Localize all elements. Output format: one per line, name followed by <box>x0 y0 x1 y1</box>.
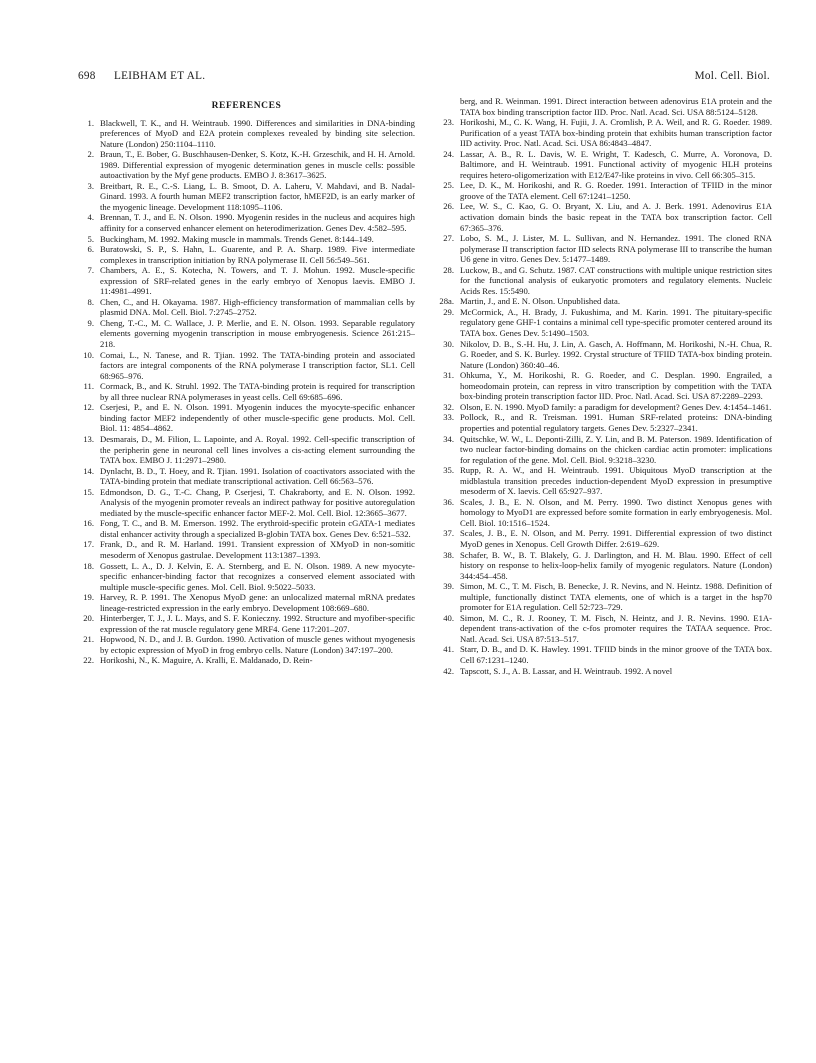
reference-entry <box>78 561 415 593</box>
reference-text: Brennan, T. J., and E. N. Olson. 1990. Myogenin resides in the nucleus and acquires high affinity for a conserved enhancer element on heterodimerization. Genes Dev. 4:582–595. <box>100 212 415 234</box>
reference-number: 40. <box>443 612 454 623</box>
reference-text: Fong, T. C., and B. M. Emerson. 1992. The erythroid-specific protein cGATA-1 mediates distal enhancer activity through a specialized B-globin TATA box. Genes Dev. 6:521–532. <box>100 518 415 539</box>
reference-text: Scales, J. B., E. N. Olson, and M. Perry. 1991. Differential expression of two distinct MyoD genes in Xenopus. Cell Growth Differ. 2:619–629. <box>460 528 772 549</box>
reference-text: Desmarais, D., M. Filion, L. Lapointe, and A. Royal. 1992. Cell-specific transcription of the peripherin gene in neuronal cell lines involves a cis-acting element surrounding the TATA box. EMBO J. 11:2971–2980. <box>100 433 415 466</box>
reference-text: Buckingham, M. 1992. Making muscle in mammals. Trends Genet. 8:144–149. <box>100 233 374 244</box>
reference-number: 12. <box>83 402 94 413</box>
reference-entry <box>78 539 415 560</box>
reference-entry <box>78 381 415 402</box>
reference-list-left <box>78 118 415 666</box>
reference-text: Lobo, S. M., J. Lister, M. L. Sullivan, and N. Hernandez. 1991. The cloned RNA polymerase II transcription factor IID selects RNA polymerase III to transcribe the human U6 gene in vitro. Genes Dev. 5:1477–1489. <box>460 233 772 265</box>
reference-text: Chen, C., and H. Okayama. 1987. High-efficiency transformation of mammalian cells by plasmid DNA. Mol. Cell. Biol. 7:2745–2752. <box>100 296 415 318</box>
reference-number: 31. <box>443 370 454 381</box>
reference-number: 28a. <box>439 296 454 307</box>
reference-text: Rupp, R. A. W., and H. Weintraub. 1991. Ubiquitous MyoD transcription at the midblastula transition precedes induction-dependent MyoD expression in presumptive mesoderm of X. laevis. Cell 65:927–937. <box>460 465 772 497</box>
reference-text: Lee, W. S., C. Kao, G. O. Bryant, X. Liu, and A. J. Berk. 1991. Adenovirus E1A activation domain binds the basic repeat in the TATA box transcription factor. Cell 67:365–376. <box>460 201 772 233</box>
reference-entry <box>78 613 415 634</box>
reference-entry <box>438 412 772 433</box>
reference-number: 28. <box>443 264 454 275</box>
reference-number: 8. <box>87 296 94 307</box>
reference-number: 30. <box>443 338 454 349</box>
reference-text: Ohkuma, Y., M. Horikoshi, R. G. Roeder, and C. Desplan. 1990. Engrailed, a homeodomain protein, can repress in vitro transcription by competition with the TATA box-binding protein transcription factor IID. Proc. Natl. Acad. Sci. USA 87:2289–2293. <box>460 370 772 402</box>
reference-entry <box>78 149 415 181</box>
reference-text: Olson, E. N. 1990. MyoD family: a paradigm for development? Genes Dev. 4:1454–1461. <box>460 401 772 412</box>
reference-number: 17. <box>83 539 94 550</box>
reference-entry <box>438 666 772 677</box>
reference-number: 13. <box>83 433 94 444</box>
reference-text: Starr, D. B., and D. K. Hawley. 1991. TFIID binds in the minor groove of the TATA box. Cell 67:1231–1240. <box>460 644 772 665</box>
reference-text: Simon, M. C., T. M. Fisch, B. Benecke, J. R. Nevins, and N. Heintz. 1988. Definition of multiple, functionally distinct TATA elements, one of which is a target in the hsp70 promoter for E1A regulation. Cell 52:723–729. <box>460 581 772 613</box>
reference-entry <box>78 318 415 350</box>
reference-number: 20. <box>83 613 94 624</box>
reference-number: 11. <box>83 381 94 392</box>
reference-entry <box>438 307 772 339</box>
reference-list-right <box>438 117 772 676</box>
reference-text: Simon, M. C., R. J. Rooney, T. M. Fisch, N. Heintz, and J. R. Nevins. 1990. E1A-dependent trans-activation of the c-fos promoter requires the TATAA sequence. Proc. Natl. Acad. Sci. USA 87:513–517. <box>460 612 772 644</box>
reference-number: 33. <box>443 412 454 423</box>
reference-entry <box>78 212 415 233</box>
reference-text: Tapscott, S. J., A. B. Lassar, and H. Weintraub. 1992. A novel <box>460 665 673 676</box>
reference-number: 23. <box>443 117 454 128</box>
reference-text: Hopwood, N. D., and J. B. Gurdon. 1990. Activation of muscle genes without myogenesis by ectopic expression of MyoD in frog embryo cells. Nature (London) 347:197–200. <box>100 634 415 655</box>
reference-entry <box>78 118 415 150</box>
reference-text: Horikoshi, M., C. K. Wang, H. Fujii, J. A. Cromlish, P. A. Weil, and R. G. Roeder. 1989. Purification of a yeast TATA box-binding protein that exhibits human transcription factor IID activity. Proc. Natl. Acad. Sci. USA 86:4843–4847. <box>460 117 772 149</box>
reference-number: 21. <box>83 634 94 645</box>
reference-number: 35. <box>443 465 454 476</box>
journal-name: Mol. Cell. Biol. <box>694 70 770 82</box>
reference-number: 32. <box>443 401 454 412</box>
reference-text: Lee, D. K., M. Horikoshi, and R. G. Roeder. 1991. Interaction of TFIID in the minor groove of the TATA element. Cell 67:1241–1250. <box>460 180 772 201</box>
reference-entry <box>78 634 415 655</box>
reference-text: Martin, J., and E. N. Olson. Unpublished data. <box>460 296 621 307</box>
reference-entry <box>78 655 415 666</box>
reference-entry <box>78 244 415 265</box>
reference-text: Edmondson, D. G., T.-C. Chang, P. Cserjesi, T. Chakraborty, and E. N. Olson. 1992. Analysis of the myogenin promoter reveals an indirect pathway for positive autoregulation mediated by the muscle-specific enhancer factor MEF-2. Mol. Cell. Biol. 12:3665–3677. <box>100 486 415 518</box>
reference-text: Pollock, R., and R. Treisman. 1991. Human SRF-related proteins: DNA-binding properties and potential regulatory targets. Genes Dev. 5:2327–2341. <box>460 412 772 433</box>
reference-number: 27. <box>443 233 454 244</box>
reference-number: 7. <box>87 265 94 276</box>
reference-entry <box>78 434 415 466</box>
running-header <box>78 70 770 86</box>
reference-number: 5. <box>87 233 94 244</box>
reference-number: 3. <box>87 180 94 191</box>
reference-number: 18. <box>83 560 94 571</box>
reference-number: 39. <box>443 581 454 592</box>
reference-entry <box>438 402 772 413</box>
reference-entry <box>438 370 772 402</box>
reference-entry <box>78 297 415 318</box>
references-heading: REFERENCES <box>211 101 282 111</box>
reference-number: 26. <box>443 201 454 212</box>
reference-entry <box>438 201 772 233</box>
reference-number: 16. <box>83 518 94 529</box>
reference-entry <box>78 487 415 519</box>
reference-entry <box>78 181 415 213</box>
reference-text: Horikoshi, N., K. Maguire, A. Kralli, E. Maldanado, D. Rein- <box>100 655 313 666</box>
reference-number: 1. <box>87 117 94 128</box>
reference-text: Scales, J. B., E. N. Olson, and M. Perry. 1990. Two distinct Xenopus genes with homology to MyoD1 are expressed before somite formation in early embryogenesis. Mol. Cell. Biol. 10:1516–1524. <box>460 496 772 528</box>
reference-entry <box>438 497 772 529</box>
reference-text: Blackwell, T. K., and H. Weintraub. 1990. Differences and similarities in DNA-binding preferences of MyoD and E2A protein complexes revealed by binding site selection. Nature (London) 250:1104–1110. <box>100 117 415 149</box>
reference-text: Quitschke, W. W., L. Deponti-Zilli, Z. Y. Lin, and B. M. Paterson. 1989. Identification of two nuclear factor-binding domains on the chicken cardiac actin promoter: implications for regulation of the gene. Mol. Cell. Biol. 9:3218–3230. <box>460 433 772 465</box>
reference-text: Nikolov, D. B., S.-H. Hu, J. Lin, A. Gasch, A. Hoffmann, M. Horikoshi, N.-H. Chua, R. G. Roeder, and S. K. Burley. 1992. Crystal structure of TFIID TATA-box binding protein. Nature (London) 360:40–46. <box>460 338 772 370</box>
reference-entry <box>438 644 772 665</box>
reference-entry <box>78 592 415 613</box>
reference-number: 19. <box>83 592 94 603</box>
reference-text: Comai, L., N. Tanese, and R. Tjian. 1992. The TATA-binding protein and associated factors are integral components of the RNA polymerase I transcription factor, SL1. Cell 68:965–976. <box>100 349 415 381</box>
reference-text: Hinterberger, T. J., J. L. Mays, and S. F. Konieczny. 1992. Structure and myofiber-specific expression of the rat muscle regulatory gene MRF4. Gene 117:201–207. <box>100 613 415 634</box>
reference-text: Dynlacht, B. D., T. Hoey, and R. Tjian. 1991. Isolation of coactivators associated with the TATA-binding protein that mediate transcriptional activation. Cell 66:563–576. <box>100 465 415 487</box>
reference-entry <box>438 339 772 371</box>
right-column <box>438 96 772 676</box>
reference-number: 9. <box>87 317 94 328</box>
reference-text: Cserjesi, P., and E. N. Olson. 1991. Myogenin induces the myocyte-specific enhancer binding factor MEF2 independently of other muscle-specific gene products. Mol. Cell. Biol. 11: 4854–4862. <box>100 402 415 434</box>
reference-text: Schafer, B. W., B. T. Blakely, G. J. Darlington, and H. M. Blau. 1990. Effect of cell history on response to helix-loop-helix family of myogenic regulators. Nature (London) 344:454–458. <box>460 549 772 581</box>
reference-text: Breitbart, R. E., C.-S. Liang, L. B. Smoot, D. A. Laheru, V. Mahdavi, and B. Nadal-Ginard. 1993. A fourth human MEF2 transcription factor, hMEF2D, is an early marker of the myogenic lineage. Development 118:1095–1106. <box>100 180 415 212</box>
reference-entry <box>438 581 772 613</box>
reference-number: 36. <box>443 496 454 507</box>
reference-text: Chambers, A. E., S. Kotecha, N. Towers, and T. J. Mohun. 1992. Muscle-specific expression of SRF-related genes in the early embryo of Xenopus laevis. EMBO J. 11:4981–4991. <box>100 265 415 297</box>
reference-entry <box>438 180 772 201</box>
reference-entry <box>438 434 772 466</box>
reference-entry <box>438 117 772 149</box>
reference-entry <box>438 550 772 582</box>
reference-entry <box>78 466 415 487</box>
reference-entry <box>78 350 415 382</box>
reference-number: 4. <box>87 212 94 223</box>
left-column <box>78 96 415 666</box>
reference-number: 38. <box>443 549 454 560</box>
reference-entry <box>78 402 415 434</box>
reference-text: berg, and R. Weinman. 1991. Direct interaction between adenovirus E1A protein and the TATA box binding transcription factor IID. Proc. Natl. Acad. Sci. USA 88:5124–5128. <box>460 96 772 117</box>
reference-text: Harvey, R. P. 1991. The Xenopus MyoD gene: an unlocalized maternal mRNA predates lineage-restricted expression in the early embryo. Development 108:669–680. <box>100 592 415 613</box>
reference-number: 42. <box>443 665 454 676</box>
reference-number: 29. <box>443 306 454 317</box>
reference-text: McCormick, A., H. Brady, J. Fukushima, and M. Karin. 1991. The pituitary-specific regulatory gene GHF-1 contains a minimal cell type-specific promoter centered around its TATA box. Genes Dev. 5:1490–1503. <box>460 306 772 339</box>
reference-number: 34. <box>443 433 454 444</box>
reference-number: 22. <box>83 655 94 666</box>
reference-number: 6. <box>87 244 94 255</box>
reference-continuation <box>438 96 772 117</box>
reference-text: Cormack, B., and K. Struhl. 1992. The TATA-binding protein is required for transcription by all three nuclear RNA polymerases in yeast cells. Cell 69:685–696. <box>100 381 415 402</box>
reference-entry <box>438 265 772 297</box>
reference-entry <box>438 613 772 645</box>
reference-entry <box>438 149 772 181</box>
reference-number: 37. <box>443 528 454 539</box>
reference-number: 25. <box>443 180 454 191</box>
reference-entry <box>78 265 415 297</box>
reference-text: Gossett, L. A., D. J. Kelvin, E. A. Sternberg, and E. N. Olson. 1989. A new myocyte-specific enhancer-binding factor that recognizes a conserved element associated with multiple muscle-specific genes. Mol. Cell. Biol. 9:5022–5033. <box>100 560 415 592</box>
reference-number: 2. <box>87 149 94 160</box>
reference-text: Frank, D., and R. M. Harland. 1991. Transient expression of XMyoD in non-somitic mesoderm of Xenopus gastrulae. Development 113:1387–1393. <box>100 539 415 560</box>
reference-text: Buratowski, S. P., S. Hahn, L. Guarente, and P. A. Sharp. 1989. Five intermediate complexes in transcription initiation by RNA polymerase II. Cell 56:549–561. <box>100 244 415 265</box>
reference-text: Luckow, B., and G. Schutz. 1987. CAT constructions with multiple unique restriction sites for the functional analysis of eukaryotic promoters and regulatory elements. Nucleic Acids Res. 15:5490. <box>460 264 772 296</box>
reference-entry <box>438 233 772 265</box>
reference-number: 15. <box>83 486 94 497</box>
reference-number: 10. <box>83 349 94 360</box>
running-authors: LEIBHAM ET AL. <box>114 70 206 82</box>
reference-entry <box>78 234 415 245</box>
reference-text: Cheng, T.-C., M. C. Wallace, J. P. Merlie, and E. N. Olson. 1993. Separable regulatory elements governing myogenin transcription in mouse embryogenesis. Science 261:215–218. <box>100 317 415 350</box>
reference-entry <box>438 528 772 549</box>
reference-text: Lassar, A. B., R. L. Davis, W. E. Wright, T. Kadesch, C. Murre, A. Voronova, D. Baltimore, and H. Weintraub. 1991. Functional activity of myogenic HLH proteins requires hetero-oligomerization with E12/E47-like proteins in vivo. Cell 66:305–315. <box>460 148 772 180</box>
reference-text: Braun, T., E. Bober, G. Buschhausen-Denker, S. Kotz, K.-H. Grzeschik, and H. H. Arnold. 1989. Differential expression of myogenic determination genes in muscle cells: possible autoactivation by the Myf gene products. EMBO J. 8:3617–3625. <box>100 149 415 181</box>
reference-number: 14. <box>83 465 94 476</box>
reference-entry <box>438 465 772 497</box>
reference-entry <box>438 296 772 307</box>
reference-entry <box>78 518 415 539</box>
reference-number: 41. <box>443 644 454 655</box>
reference-number: 24. <box>443 148 454 159</box>
page-number: 698 <box>78 70 96 82</box>
